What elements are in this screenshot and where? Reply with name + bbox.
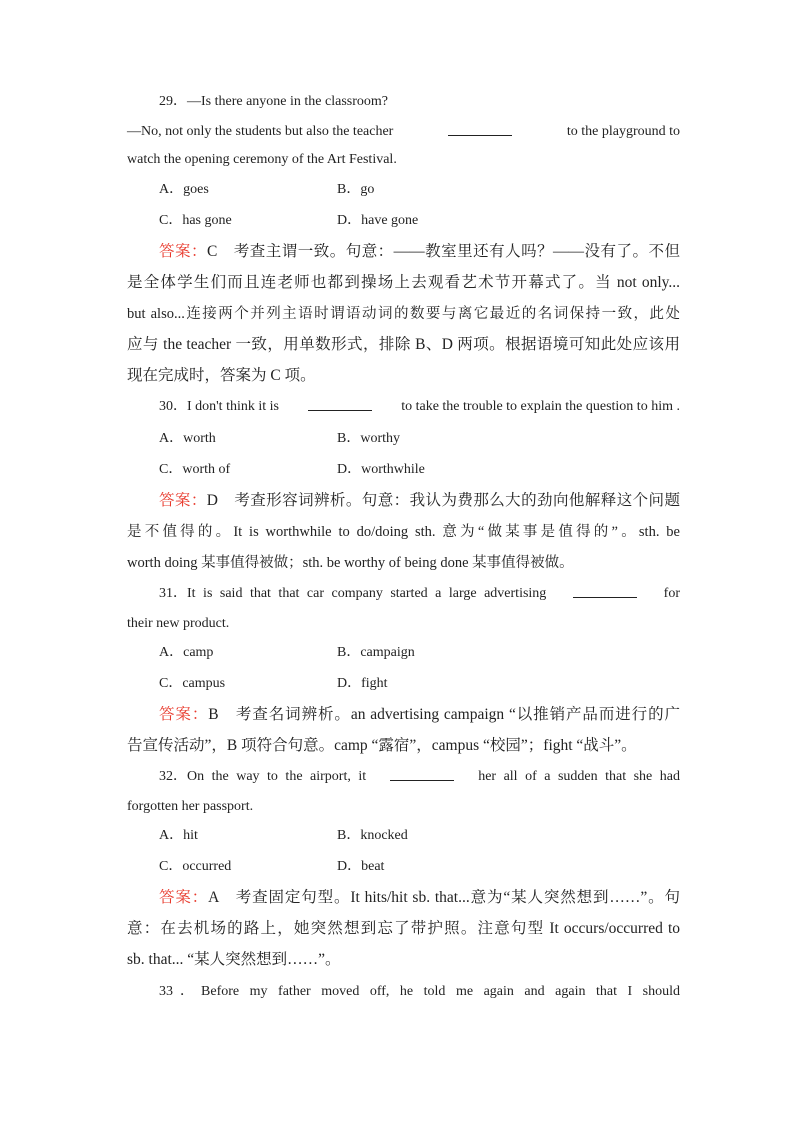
- q29-option-a: A．goes: [159, 182, 209, 197]
- q32-option-a: A．hit: [159, 828, 198, 843]
- q31-option-c: C．campus: [159, 676, 226, 691]
- q31-answer-label: 答案：: [159, 706, 209, 723]
- q30-stem-part-2: to take the trouble to explain the question to him .: [401, 399, 680, 414]
- q30-option-a: A．worth: [159, 431, 216, 446]
- q30-stem-line-1: [159, 397, 680, 417]
- q30-option-c: C．worth of: [159, 462, 231, 477]
- q30-answer-line-2: 是不值得的。It is worthwhile to do/doing sth. 意为“做某事是值得的”。sth. be: [127, 524, 680, 540]
- q33-stem-line-1: 33．Before my father moved off, he told me again and again that I should: [159, 984, 680, 999]
- q31-answer-text-1: B 考查名词辨析。an advertising campaign “以推销产品而进行的广: [208, 706, 680, 723]
- q32-blank: [390, 767, 454, 781]
- q31-option-b: B．campaign: [337, 645, 415, 660]
- q29-answer-label: 答案：: [159, 243, 207, 260]
- q29-stem-part-2: to the playground to: [566, 124, 680, 139]
- q29-option-d: D．have gone: [337, 213, 419, 228]
- q30-answer-text-1: D 考查形容词辨析。句意：我认为费那么大的劲向他解释这个问题: [206, 492, 680, 509]
- q32-stem-line-2: forgotten her passport.: [127, 799, 254, 814]
- q30-option-b: B．worthy: [337, 431, 400, 446]
- q32-stem-part-2: her all of a sudden that she had: [478, 769, 680, 784]
- q29-stem-line-1: 29．—Is there anyone in the classroom?: [159, 94, 388, 109]
- q29-stem-part-1: —No, not only the students but also the teacher: [127, 124, 394, 139]
- q29-option-b: B．go: [337, 182, 375, 197]
- q31-stem-part-1: 31．It is said that that car company started a large advertising: [159, 586, 547, 601]
- q31-stem-line-2: their new product.: [127, 616, 230, 631]
- q32-answer-line-1: [159, 888, 680, 908]
- q31-option-d: D．fight: [337, 676, 388, 691]
- q31-stem-part-2: for: [663, 586, 680, 601]
- q30-option-d: D．worthwhile: [337, 462, 425, 477]
- q29-stem-line-2: [127, 122, 680, 142]
- q30-answer-label: 答案：: [159, 492, 207, 509]
- q29-answer-line-2: 是全体学生们而且连老师也都到操场上去观看艺术节开幕式了。当 not only...: [127, 274, 680, 291]
- q29-answer-line-1: [159, 242, 680, 262]
- q31-answer-line-2: 告宣传活动”，B 项符合句意。camp “露宿”，campus “校园”；fight “战斗”。: [127, 737, 637, 754]
- q30-answer-line-1: [159, 491, 680, 511]
- q31-blank: [573, 584, 637, 598]
- q31-option-a: A．camp: [159, 645, 214, 660]
- q31-answer-line-1: [159, 705, 680, 725]
- q32-answer-line-3: sb. that... “某人突然想到……”。: [127, 951, 341, 968]
- q32-stem-line-1: [159, 767, 680, 787]
- q30-blank: [308, 397, 372, 411]
- q32-answer-label: 答案：: [159, 889, 209, 906]
- q29-answer-line-3: but also...连接两个并列主语时谓语动词的数要与离它最近的名词保持一致，此处: [127, 306, 680, 322]
- q32-stem-part-1: 32．On the way to the airport, it: [159, 769, 367, 784]
- q32-answer-text-1: A 考查固定句型。It hits/hit sb. that...意为“某人突然想到……”。句: [208, 889, 680, 906]
- q29-option-c: C．has gone: [159, 213, 232, 228]
- q29-answer-line-5: 现在完成时，答案为 C 项。: [127, 367, 316, 384]
- q30-answer-line-3: worth doing 某事值得被做；sth. be worthy of being done 某事值得被做。: [127, 555, 574, 571]
- q32-option-c: C．occurred: [159, 859, 232, 874]
- q29-answer-text-1: C 考查主谓一致。句意：——教室里还有人吗？——没有了。不但: [206, 243, 680, 260]
- q29-answer-line-4: 应与 the teacher 一致，用单数形式，排除 B、D 两项。根据语境可知此处应该用: [127, 336, 680, 353]
- q30-stem-part-1: 30．I don't think it is: [159, 399, 279, 414]
- q29-blank: [448, 122, 512, 136]
- q31-stem-line-1: [159, 584, 680, 604]
- q32-answer-line-2: 意：在去机场的路上，她突然想到忘了带护照。注意句型 It occurs/occurred to: [127, 920, 680, 937]
- q32-option-d: D．beat: [337, 859, 385, 874]
- q29-stem-line-3: watch the opening ceremony of the Art Festival.: [127, 152, 397, 167]
- q32-option-b: B．knocked: [337, 828, 408, 843]
